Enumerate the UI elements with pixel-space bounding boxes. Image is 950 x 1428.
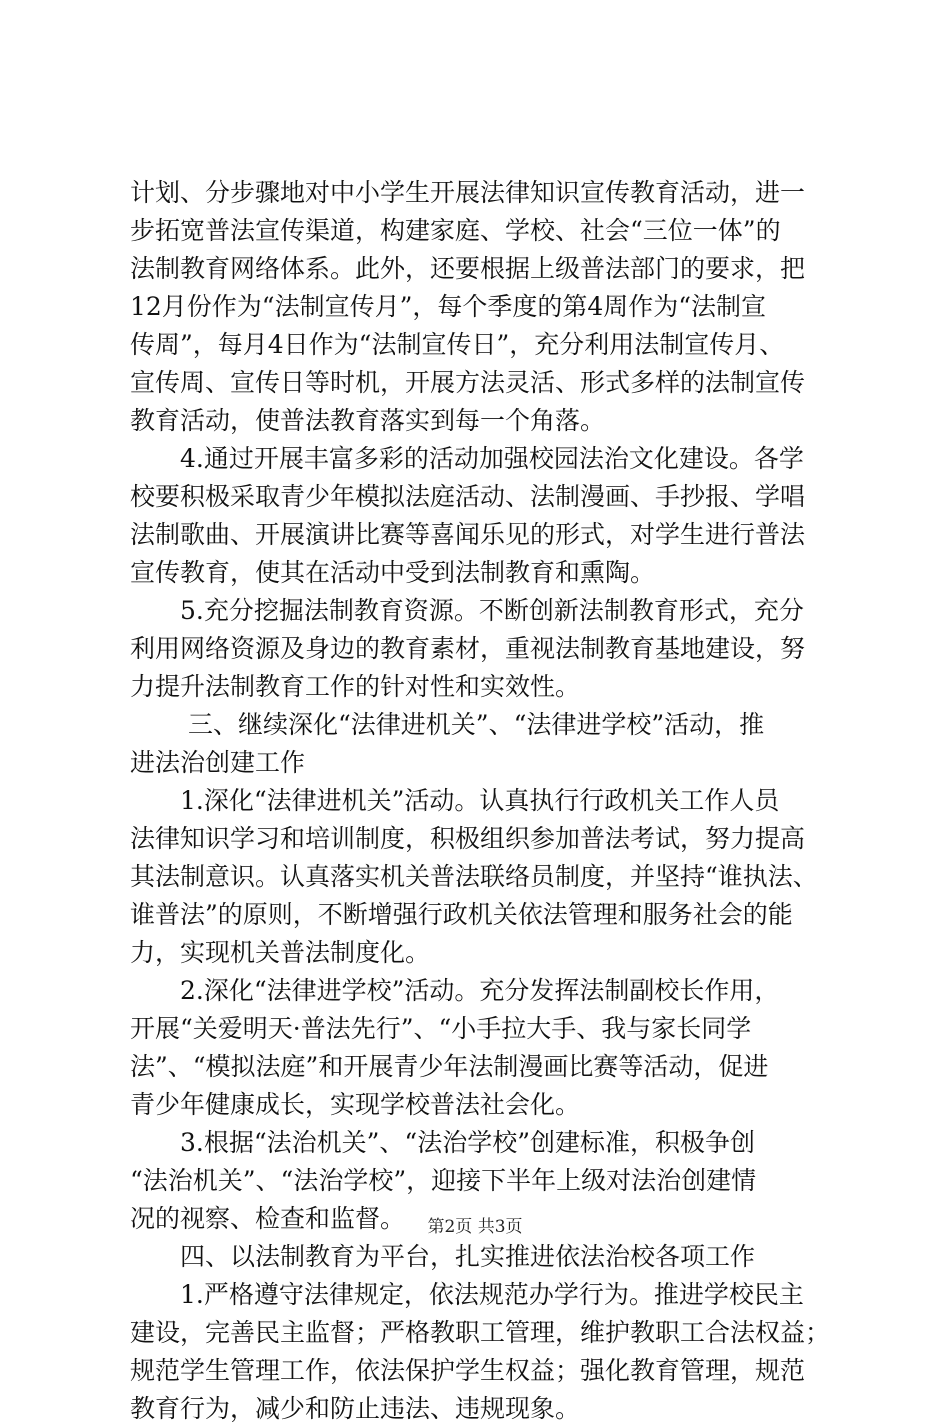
text-line: 法制教育网络体系。此外，还要根据上级普法部门的要求，把 bbox=[130, 254, 806, 283]
text-line: 况的视察、检查和监督。 bbox=[130, 1204, 406, 1233]
text-line: 利用网络资源及身边的教育素材，重视法制教育基地建设，努 bbox=[130, 634, 806, 663]
text-line: 法制歌曲、开展演讲比赛等喜闻乐见的形式，对学生进行普法 bbox=[130, 520, 806, 549]
page-footer: 第2页 共3页 bbox=[427, 1217, 523, 1237]
text-line: 计划、分步骤地对中小学生开展法律知识宣传教育活动，进一 bbox=[130, 178, 806, 207]
text-line: 12月份作为“法制宣传月”，每个季度的第4周作为“法制宣 bbox=[130, 292, 767, 321]
text-line: 步拓宽普法宣传渠道，构建家庭、学校、社会“三位一体”的 bbox=[130, 216, 781, 245]
text-line: 力，实现机关普法制度化。 bbox=[130, 938, 431, 967]
text-line: 法”、“模拟法庭”和开展青少年法制漫画比赛等活动，促进 bbox=[130, 1052, 769, 1081]
text-line: 教育活动，使普法教育落实到每一个角落。 bbox=[130, 406, 606, 435]
text-line: 2.深化“法律进学校”活动。充分发挥法制副校长作用， bbox=[180, 976, 780, 1005]
text-line: 5.充分挖掘法制教育资源。不断创新法制教育形式，充分 bbox=[180, 596, 804, 625]
text-line: 青少年健康成长，实现学校普法社会化。 bbox=[130, 1090, 581, 1119]
text-line: 四、以法制教育为平台，扎实推进依法治校各项工作 bbox=[180, 1242, 756, 1271]
text-line: 教育行为，减少和防止违法、违规现象。 bbox=[130, 1394, 581, 1423]
text-line: 传周”，每月4日作为“法制宣传日”，充分利用法制宣传月、 bbox=[130, 330, 785, 359]
text-line: 宣传周、宣传日等时机，开展方法灵活、形式多样的法制宣传 bbox=[130, 368, 806, 397]
text-line: 进法治创建工作 bbox=[130, 748, 306, 777]
text-line: 力提升法制教育工作的针对性和实效性。 bbox=[130, 672, 581, 701]
text-line: 宣传教育，使其在活动中受到法制教育和熏陶。 bbox=[130, 558, 656, 587]
text-line: 三、继续深化“法律进机关”、“法律进学校”活动，推 bbox=[188, 710, 765, 739]
text-line: 4.通过开展丰富多彩的活动加强校园法治文化建设。各学 bbox=[180, 444, 804, 473]
text-line: 谁普法”的原则，不断增强行政机关依法管理和服务社会的能 bbox=[130, 900, 793, 929]
text-line: 开展“关爱明天·普法先行”、“小手拉大手、我与家长同学 bbox=[130, 1014, 752, 1043]
text-line: “法治机关”、“法治学校”，迎接下半年上级对法治创建情 bbox=[130, 1166, 757, 1195]
text-line: 1.深化“法律进机关”活动。认真执行行政机关工作人员 bbox=[180, 786, 780, 815]
text-line: 其法制意识。认真落实机关普法联络员制度，并坚持“谁执法、 bbox=[130, 862, 818, 891]
text-line: 法律知识学习和培训制度，积极组织参加普法考试，努力提高 bbox=[130, 824, 806, 853]
text-line: 规范学生管理工作，依法保护学生权益；强化教育管理，规范 bbox=[130, 1356, 806, 1385]
document-body bbox=[130, 174, 830, 1428]
text-line: 建设，完善民主监督；严格教职工管理，维护教职工合法权益； bbox=[130, 1318, 831, 1347]
text-line: 校要积极采取青少年模拟法庭活动、法制漫画、手抄报、学唱 bbox=[130, 482, 806, 511]
text-line: 1.严格遵守法律规定，依法规范办学行为。推进学校民主 bbox=[180, 1280, 804, 1309]
text-line: 3.根据“法治机关”、“法治学校”创建标准，积极争创 bbox=[180, 1128, 755, 1157]
